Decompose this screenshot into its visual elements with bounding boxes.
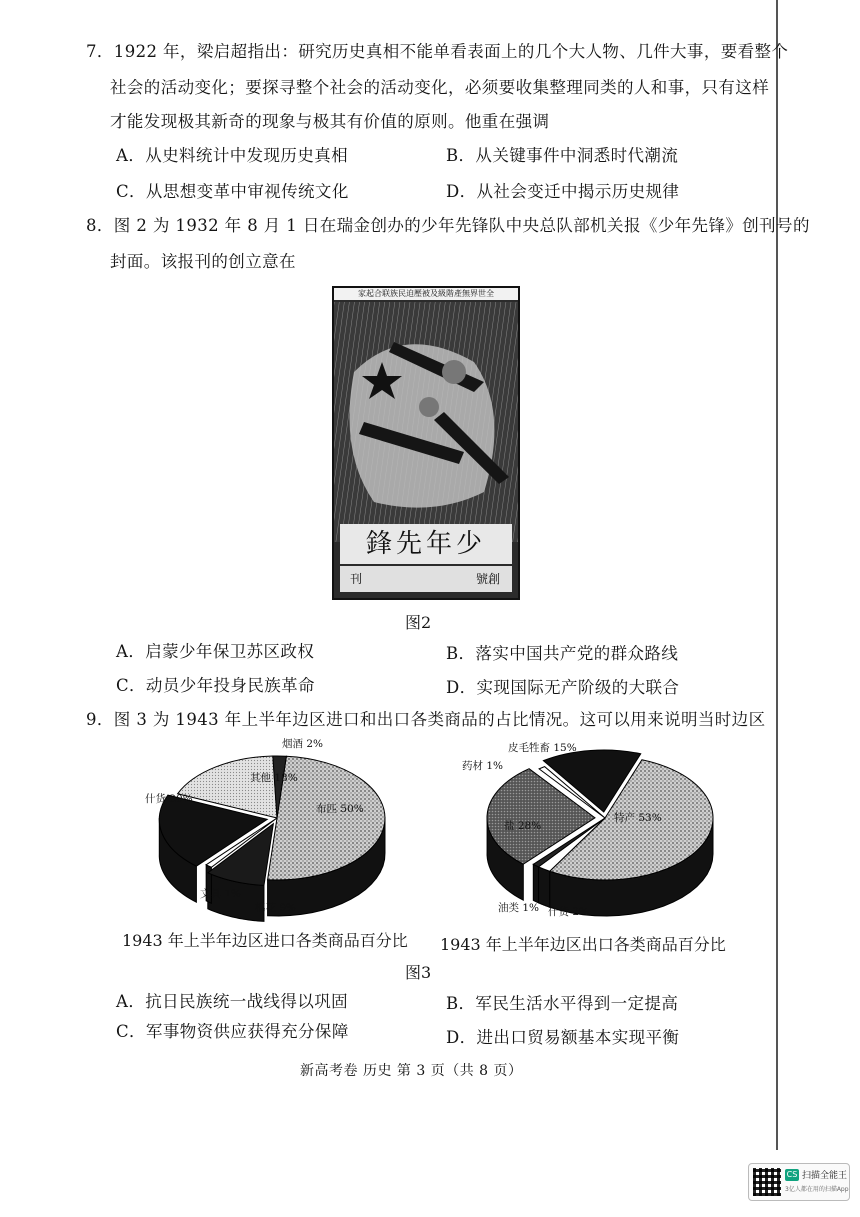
export-slice-side-什货 (539, 867, 550, 907)
q7-option-d: D．从社会变迁中揭示历史规律 (446, 182, 680, 201)
q8-option-d: D．实现国际无产阶级的大联合 (446, 678, 680, 697)
export-label-4: 油类 1% (498, 902, 539, 914)
cover-slogan: 家起合联族民迫壓被及級階產無界世全 (334, 288, 518, 300)
cover-title: 鋒先年少 (340, 524, 512, 564)
import-label-4: 文具 1% (200, 888, 241, 900)
camscanner-logo-icon: CS (786, 1170, 798, 1179)
export-label-2: 盐 28% (504, 820, 542, 832)
q9-line-1: 9．图 3 为 1943 年上半年边区进口和出口各类商品的占比情况。这可以用来说明当时边区 (86, 710, 766, 729)
q9-option-a: A．抗日民族统一战线得以巩固 (116, 992, 349, 1011)
figure-3-caption: 图3 (405, 963, 432, 982)
scanner-watermark (748, 1163, 850, 1201)
q8-option-c: C．动员少年投身民族革命 (116, 676, 315, 695)
q7-option-c: C．从思想变革中审视传统文化 (116, 182, 349, 201)
q8-line-1: 8．图 2 为 1932 年 8 月 1 日在瑞金创办的少年先锋队中央总队部机关报《少年先锋》创刊号的 (86, 216, 810, 235)
cover-artwork (334, 302, 518, 542)
q9-option-d: D．进出口贸易额基本实现平衡 (446, 1028, 680, 1047)
scanner-app-name: 扫描全能王 (802, 1171, 848, 1181)
q7-line-2: 社会的活动变化；要探寻整个社会的活动变化，必须要收集整理同类的人和事，只有这样 (110, 78, 770, 97)
qr-code-icon (753, 1168, 781, 1196)
import-label-0: 烟酒 2% (282, 738, 323, 750)
export-label-5: 什货 2% (548, 906, 589, 918)
cover-issue (340, 566, 512, 592)
import-chart-title: 1943 年上半年边区进口各类商品百分比 (122, 931, 408, 950)
figure-2-caption: 图2 (405, 613, 432, 632)
export-slice-side-油类 (533, 864, 538, 902)
page-footer: 新高考卷 历史 第 3 页（共 8 页） (300, 1063, 523, 1079)
cover-issue-right: 號創 (475, 572, 500, 586)
q8-line-2: 封面。该报刊的创立意在 (110, 252, 296, 271)
q7-line-3: 才能发现极其新奇的现象与极其有价值的原则。他重在强调 (110, 112, 550, 131)
import-label-5: 棉花 9% (255, 902, 296, 914)
export-label-0: 皮毛牲畜 15% (508, 742, 577, 754)
import-label-3: 布匹 50% (316, 803, 364, 815)
page-edge-line (776, 0, 778, 1150)
q9-option-c: C．军事物资供应获得充分保障 (116, 1022, 349, 1041)
export-label-1: 药材 1% (462, 760, 503, 772)
scanner-app-tagline: 3亿人都在用的扫描App (785, 1186, 849, 1193)
import-label-2: 什货 20% (145, 793, 193, 805)
q8-option-b: B．落实中国共产党的群众路线 (446, 644, 679, 663)
export-chart-title: 1943 年上半年边区出口各类商品百分比 (440, 935, 726, 954)
export-label-3: 特产 53% (614, 812, 662, 824)
q7-option-b: B．从关键事件中洞悉时代潮流 (446, 146, 679, 165)
q7-line-1: 7．1922 年，梁启超指出：研究历史真相不能单看表面上的几个大人物、几件大事，要看整个 (86, 42, 789, 61)
import-label-1: 其他 18% (250, 772, 298, 784)
q7-option-a: A．从史料统计中发现历史真相 (116, 146, 349, 165)
cover-issue-left: 刊 (350, 572, 363, 586)
q9-option-b: B．军民生活水平得到一定提高 (446, 994, 679, 1013)
q8-option-a: A．启蒙少年保卫苏区政权 (116, 642, 315, 661)
newspaper-cover-image (332, 286, 520, 600)
